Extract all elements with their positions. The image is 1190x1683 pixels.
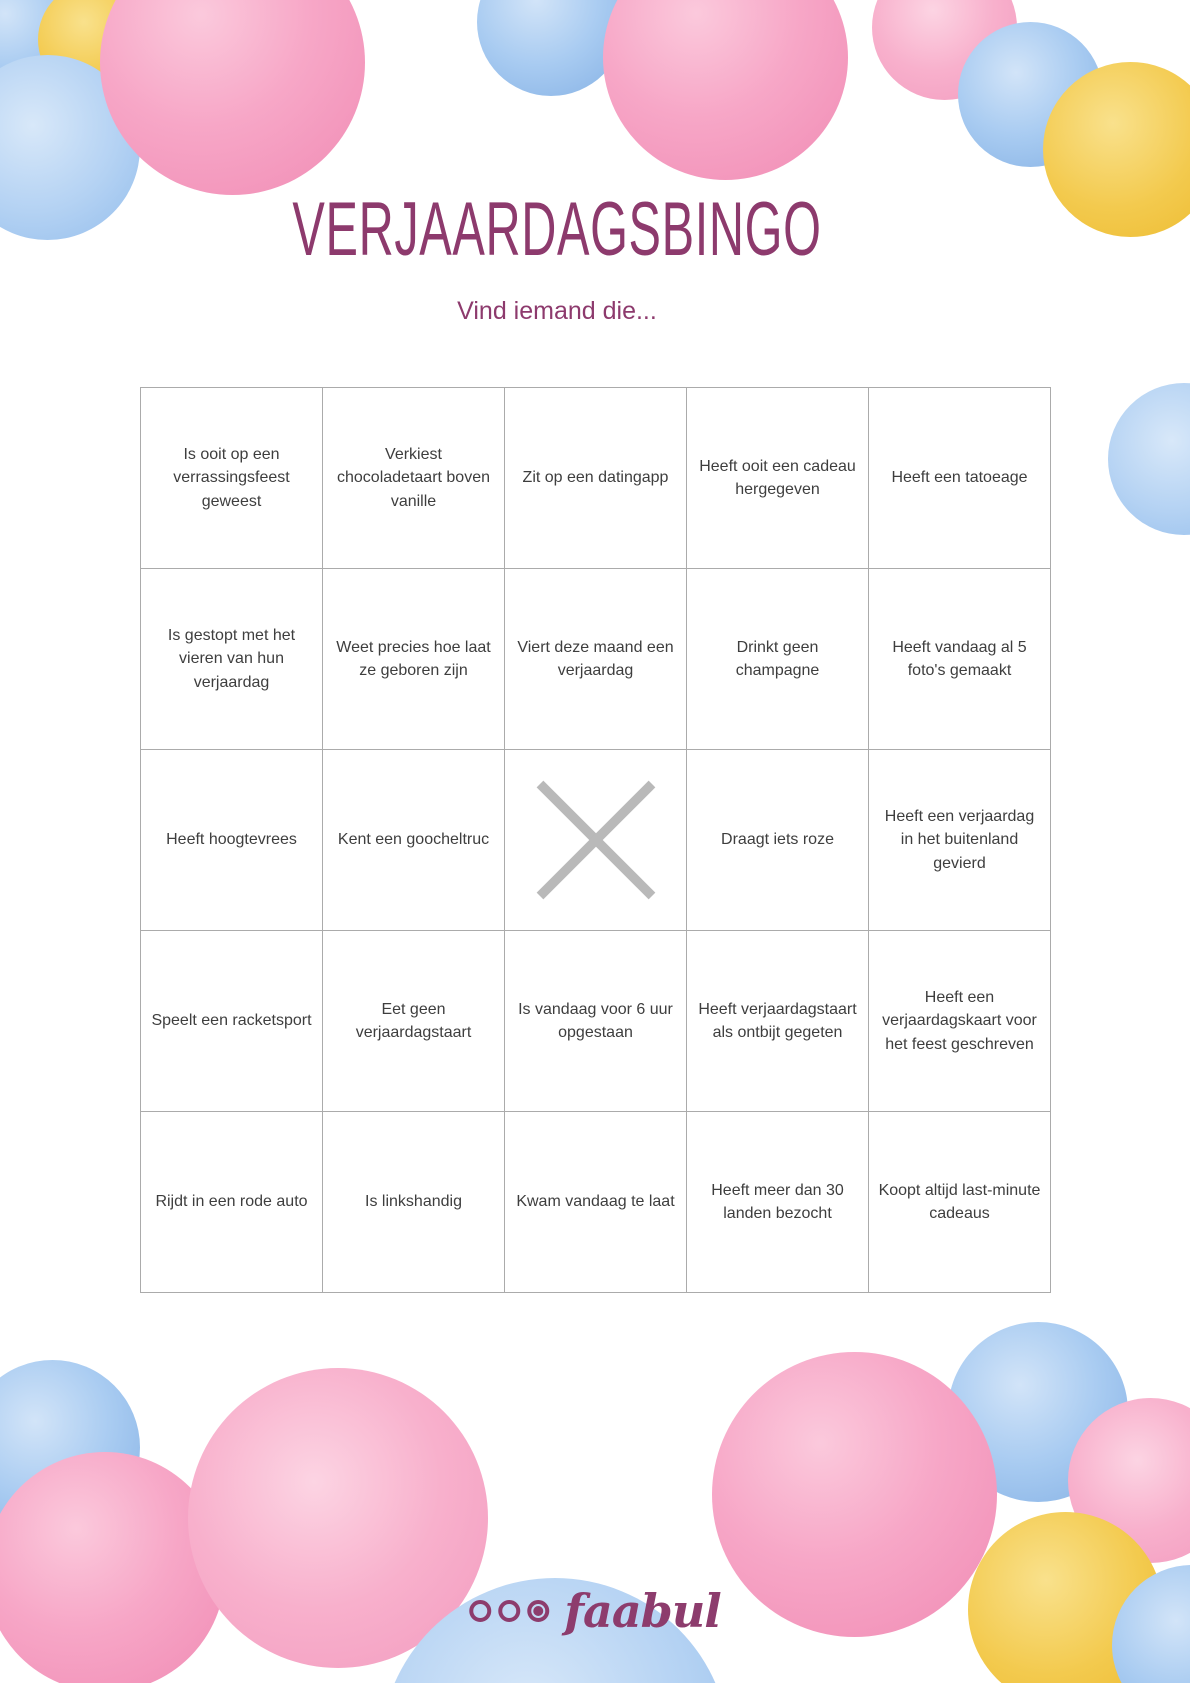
brand-logo [469, 1584, 721, 1638]
bingo-cell [505, 1112, 687, 1293]
bingo-cell-text: Kwam vandaag te laat [516, 1193, 675, 1211]
logo-circle-outline-icon [498, 1600, 520, 1622]
bingo-cell [141, 1112, 323, 1293]
balloon-pink-bottom-right-large [712, 1352, 997, 1637]
bingo-cell [505, 388, 687, 569]
logo-dot [533, 1606, 543, 1616]
bingo-cell [869, 931, 1051, 1112]
bingo-cell [505, 569, 687, 750]
bingo-cell-text: Heeft hoogtevrees [166, 831, 297, 849]
bingo-cell [869, 1112, 1051, 1293]
bingo-cell-text: Rijdt in een rode auto [155, 1193, 308, 1211]
bingo-free-cell [505, 750, 687, 931]
bingo-cell-text: Heeft meer dan 30 landen bezocht [711, 1181, 844, 1222]
bingo-cell-text: Heeft ooit een cadeau hergegeven [699, 457, 856, 498]
x-cross-icon [532, 776, 660, 904]
bingo-cell-text: Heeft een tatoeage [891, 469, 1028, 487]
bingo-cell-text: Heeft verjaardagstaart als ontbijt gegeten [698, 1000, 857, 1041]
bingo-cell [687, 569, 869, 750]
logo-circle-dot-icon [527, 1600, 549, 1622]
bingo-cell-text: Eet geen verjaardagstaart [355, 1000, 472, 1041]
bingo-cell [323, 1112, 505, 1293]
balloon-pink-top-left-large [100, 0, 365, 195]
bingo-cell [323, 931, 505, 1112]
bingo-cell-text: Is gestopt met het vieren van hun verjaardag [167, 627, 296, 691]
bingo-cell [869, 388, 1051, 569]
logo-circle-outline-icon [469, 1600, 491, 1622]
bingo-cell-text: Heeft vandaag al 5 foto's gemaakt [892, 638, 1027, 679]
bingo-cell [141, 388, 323, 569]
bingo-cell-text: Zit op een datingapp [522, 469, 669, 487]
bingo-cell [687, 750, 869, 931]
bingo-cell [869, 750, 1051, 931]
bingo-cell [141, 569, 323, 750]
brand-name: faabul [564, 1584, 721, 1638]
bingo-cell [687, 1112, 869, 1293]
bingo-cell [323, 750, 505, 931]
bingo-grid [140, 387, 1051, 1293]
page-subtitle: Vind iemand die... [457, 297, 657, 325]
balloon-blue-right-edge [1108, 383, 1190, 535]
bingo-cell-text: Drinkt geen champagne [735, 638, 820, 679]
bingo-cell [687, 388, 869, 569]
balloon-pink-top-middle-large [603, 0, 848, 180]
bingo-cell [505, 931, 687, 1112]
bingo-cell-text: Heeft een verjaardagskaart voor het feest geschreven [882, 989, 1037, 1053]
bingo-cell-text: Is linkshandig [365, 1193, 462, 1211]
bingo-cell-text: Heeft een verjaardag in het buitenland gevierd [884, 808, 1035, 872]
bingo-cell-text: Koopt altijd last-minute cadeaus [878, 1181, 1041, 1222]
bingo-cell [323, 388, 505, 569]
bingo-cell-text: Speelt een racketsport [151, 1012, 312, 1030]
bingo-cell [687, 931, 869, 1112]
page-title: VERJAARDAGSBINGO [292, 187, 822, 272]
bingo-cell [141, 750, 323, 931]
bingo-cell-text: Weet precies hoe laat ze geboren zijn [336, 638, 491, 679]
bingo-cell [323, 569, 505, 750]
bingo-cell-text: Viert deze maand een verjaardag [517, 638, 674, 679]
bingo-cell-text: Is vandaag voor 6 uur opgestaan [518, 1000, 673, 1041]
bingo-cell-text: Kent een goocheltruc [337, 831, 490, 849]
bingo-cell-text: Verkiest chocoladetaart boven vanille [337, 446, 490, 510]
bingo-cell [141, 931, 323, 1112]
bingo-cell-text: Is ooit op een verrassingsfeest geweest [173, 446, 290, 510]
bingo-cell-text: Draagt iets roze [721, 831, 834, 849]
bingo-cell [869, 569, 1051, 750]
